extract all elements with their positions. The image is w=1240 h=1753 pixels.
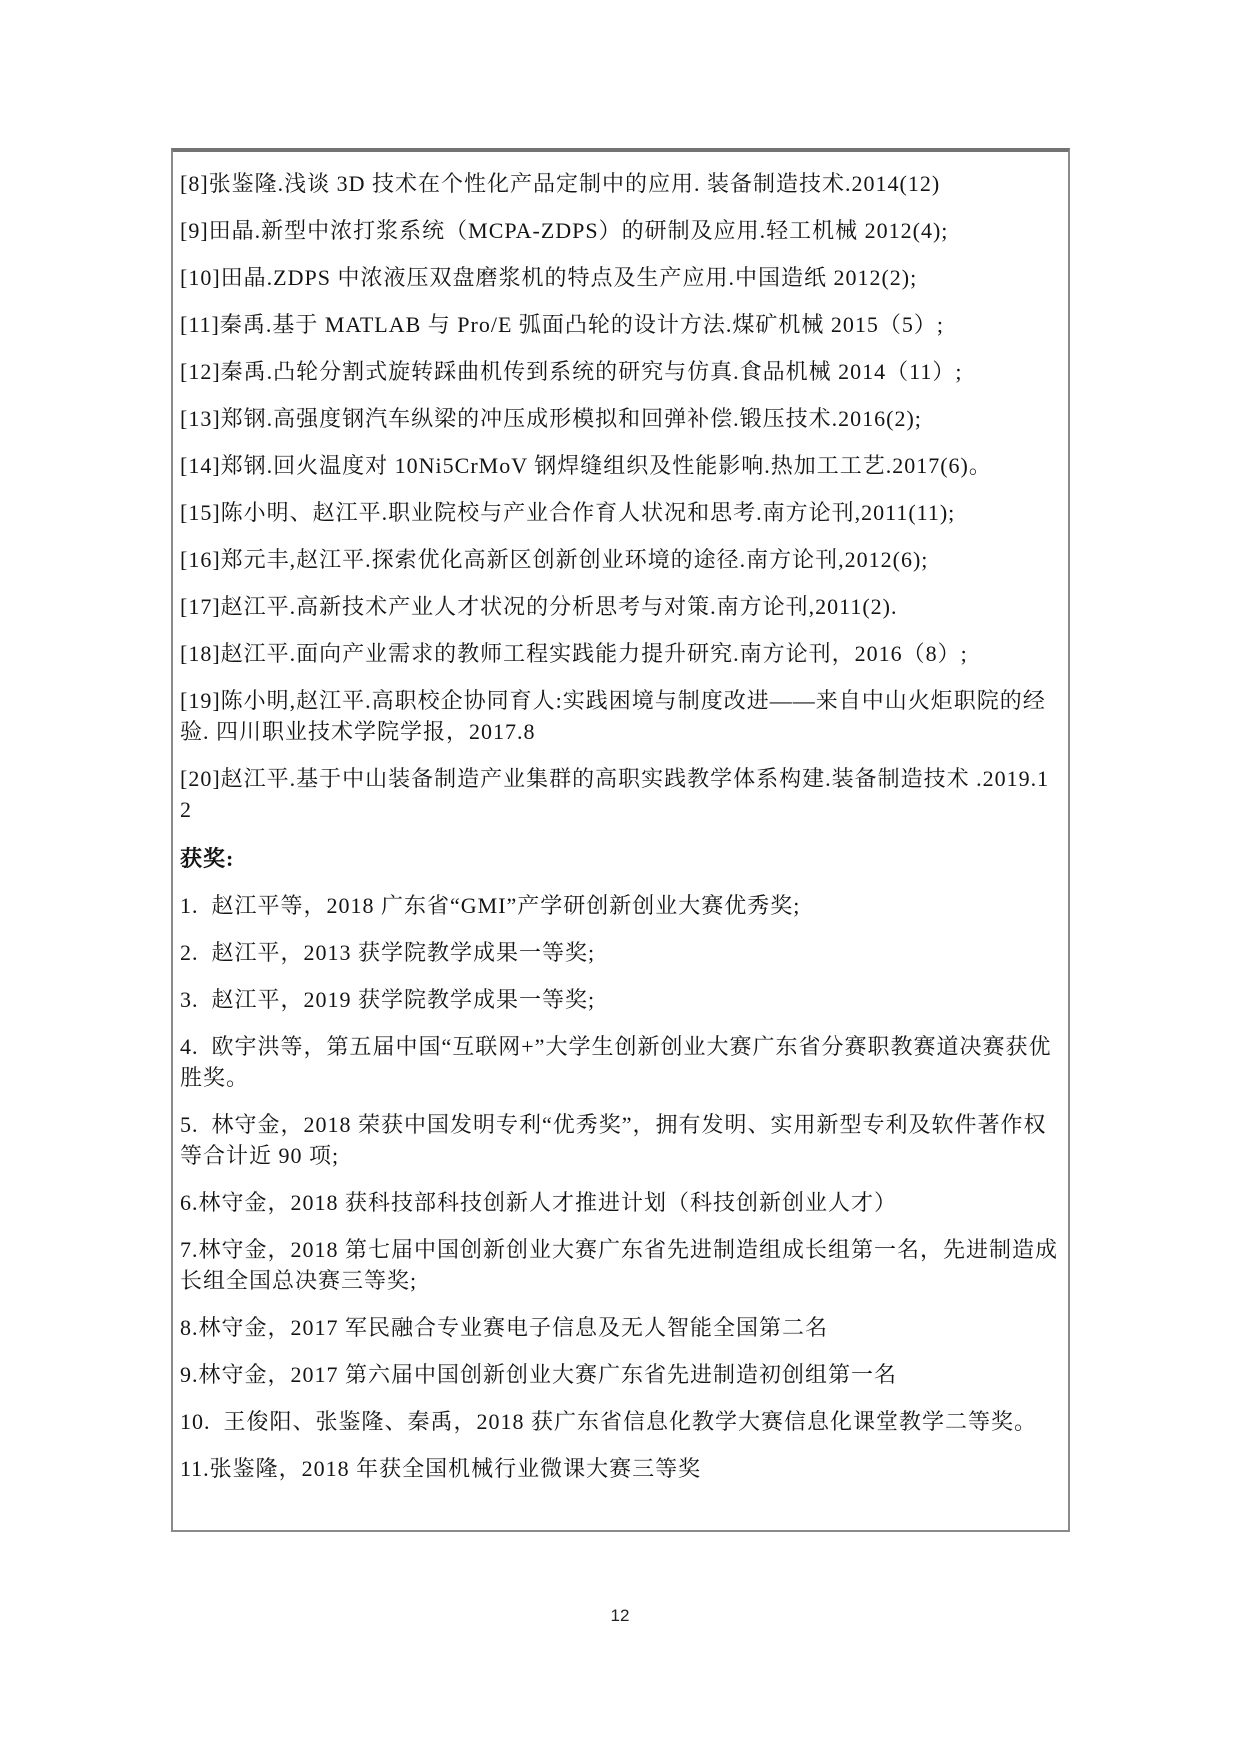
- reference-item: [19]陈小明,赵江平.高职校企协同育人:实践困境与制度改进——来自中山火炬职院的经验. 四川职业技术学院学报，2017.8: [180, 688, 1046, 744]
- reference-item: [11]秦禹.基于 MATLAB 与 Pro/E 弧面凸轮的设计方法.煤矿机械 2015（5）;: [180, 312, 945, 337]
- reference-item: [15]陈小明、赵江平.职业院校与产业合作育人状况和思考.南方论刊,2011(11);: [180, 500, 956, 525]
- reference-item: [20]赵江平.基于中山装备制造产业集群的高职实践教学体系构建.装备制造技术 .2019.12: [180, 766, 1050, 822]
- reference-item: [17]赵江平.高新技术产业人才状况的分析思考与对策.南方论刊,2011(2).: [180, 594, 898, 619]
- award-item: 4. 欧宇洪等，第五届中国“互联网+”大学生创新创业大赛广东省分赛职教赛道决赛获优胜奖。: [180, 1034, 1052, 1090]
- award-item: 6.林守金，2018 获科技部科技创新人才推进计划（科技创新创业人才）: [180, 1190, 898, 1215]
- reference-item: [12]秦禹.凸轮分割式旋转踩曲机传到系统的研究与仿真.食品机械 2014（11）;: [180, 359, 963, 384]
- reference-item: [10]田晶.ZDPS 中浓液压双盘磨浆机的特点及生产应用.中国造纸 2012(2);: [180, 265, 918, 290]
- reference-item: [14]郑钢.回火温度对 10Ni5CrMoV 钢焊缝组织及性能影响.热加工工艺.2017(6)。: [180, 453, 992, 478]
- reference-item: [16]郑元丰,赵江平.探索优化高新区创新创业环境的途径.南方论刊,2012(6);: [180, 547, 929, 572]
- award-item: 7.林守金，2018 第七届中国创新创业大赛广东省先进制造组成长组第一名，先进制造成长组全国总决赛三等奖;: [180, 1237, 1059, 1293]
- reference-item: [8]张鉴隆.浅谈 3D 技术在个性化产品定制中的应用. 装备制造技术.2014(12): [180, 171, 941, 196]
- award-item: 10. 王俊阳、张鉴隆、秦禹，2018 获广东省信息化教学大赛信息化课堂教学二等奖。: [180, 1409, 1038, 1434]
- award-item: 2. 赵江平，2013 获学院教学成果一等奖;: [180, 940, 596, 965]
- award-item: 1. 赵江平等，2018 广东省“GMI”产学研创新创业大赛优秀奖;: [180, 893, 801, 918]
- page-number: 12: [610, 1606, 630, 1625]
- reference-item: [13]郑钢.高强度钢汽车纵梁的冲压成形模拟和回弹补偿.锻压技术.2016(2);: [180, 406, 922, 431]
- reference-item: [18]赵江平.面向产业需求的教师工程实践能力提升研究.南方论刊，2016（8）;: [180, 641, 968, 666]
- reference-item: [9]田晶.新型中浓打浆系统（MCPA-ZDPS）的研制及应用.轻工机械 2012(4);: [180, 218, 949, 243]
- awards-heading: 获奖:: [180, 846, 235, 871]
- award-item: 8.林守金，2017 军民融合专业赛电子信息及无人智能全国第二名: [180, 1315, 829, 1340]
- award-item: 3. 赵江平，2019 获学院教学成果一等奖;: [180, 987, 596, 1012]
- award-item: 5. 林守金，2018 荣获中国发明专利“优秀奖”，拥有发明、实用新型专利及软件著作权等合计近 90 项;: [180, 1112, 1047, 1168]
- award-item: 9.林守金，2017 第六届中国创新创业大赛广东省先进制造初创组第一名: [180, 1362, 898, 1387]
- references-awards-table: [171, 148, 1070, 1532]
- award-item: 11.张鉴隆，2018 年获全国机械行业微课大赛三等奖: [180, 1456, 702, 1481]
